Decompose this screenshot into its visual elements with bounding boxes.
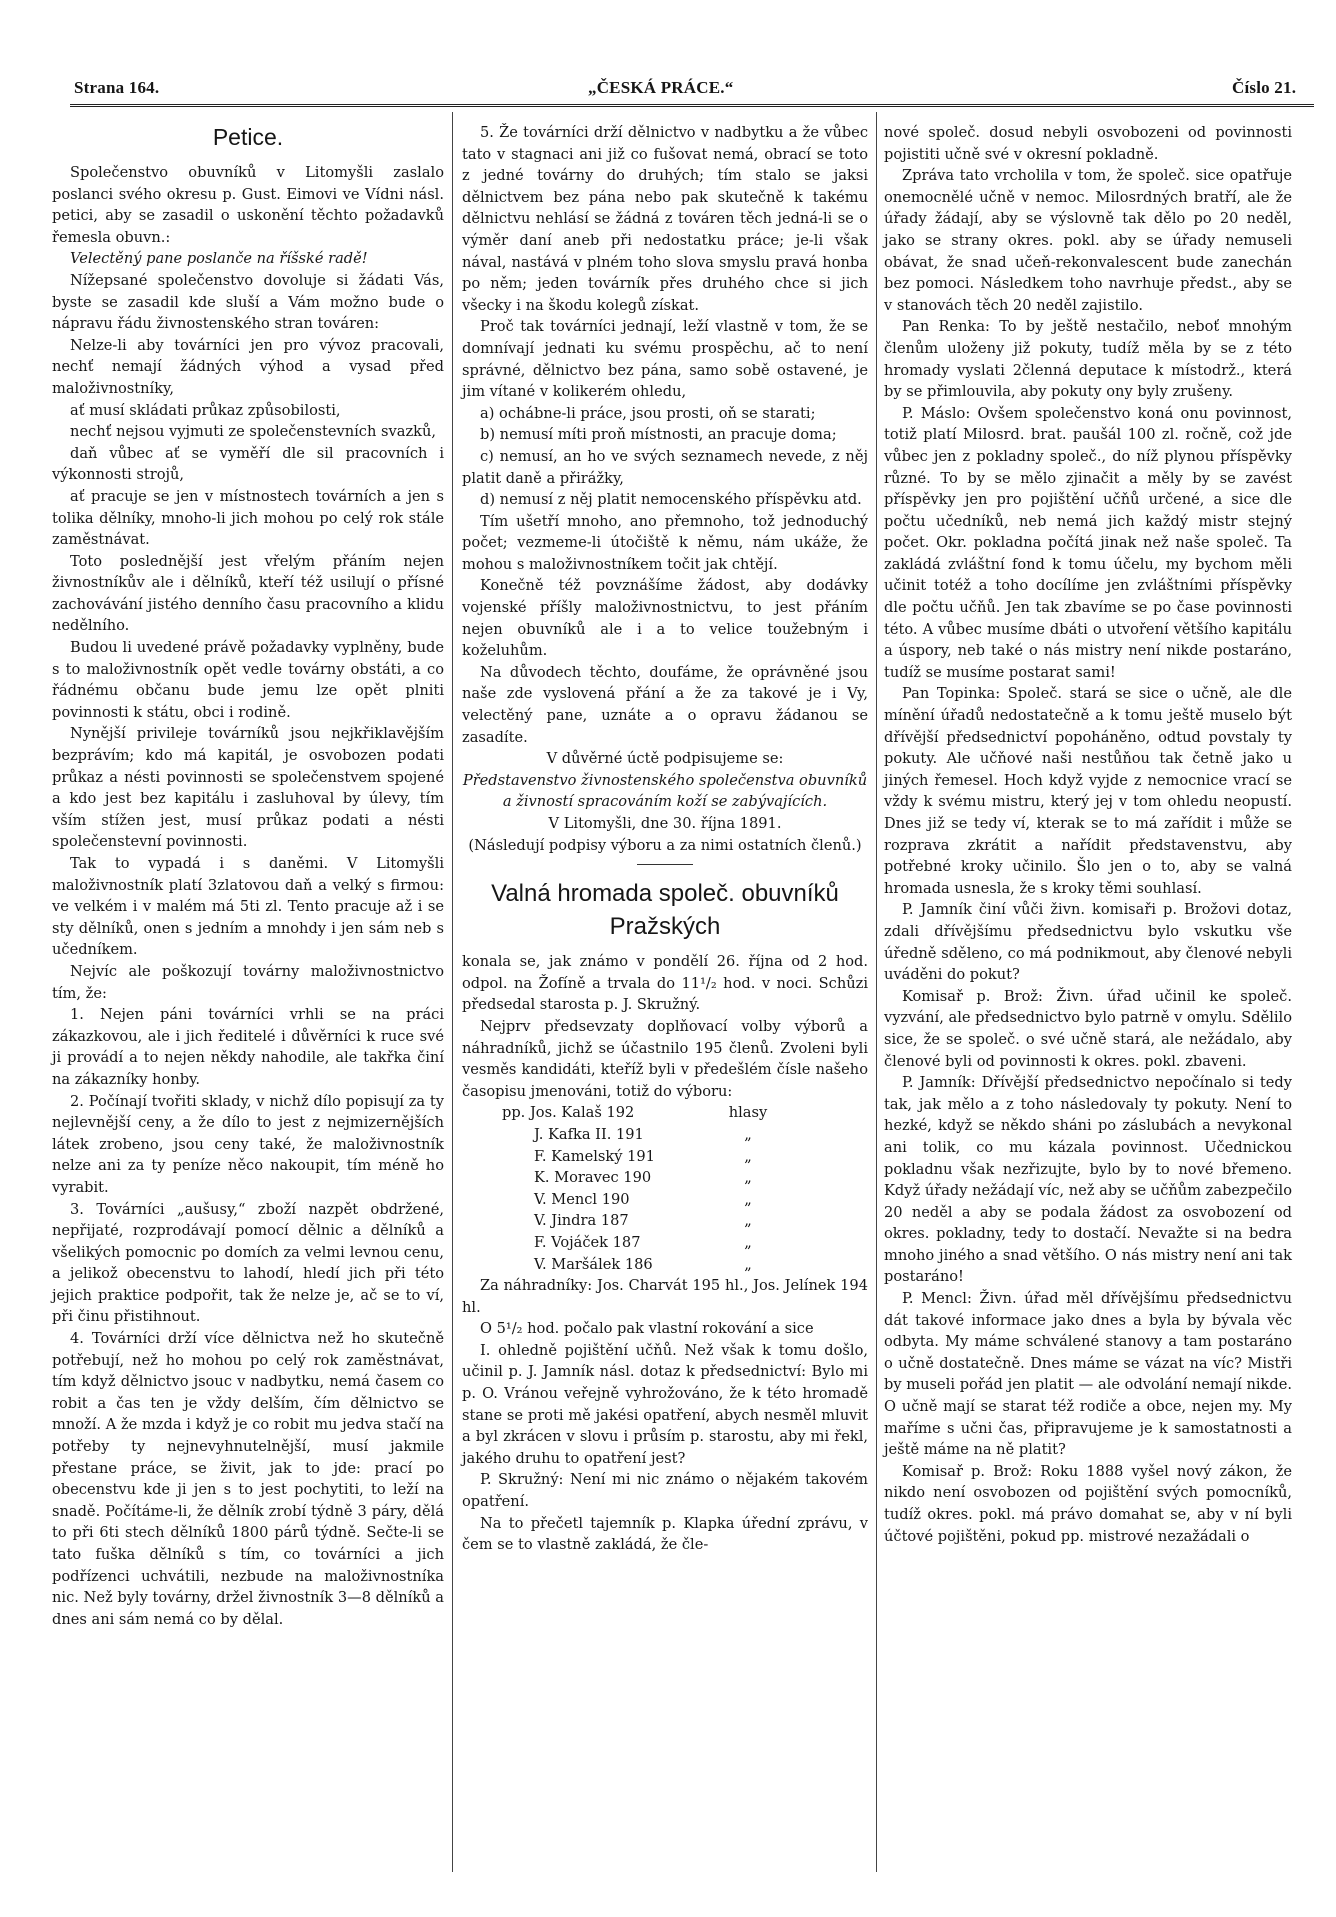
vote-unit: „ <box>744 1169 752 1187</box>
petice-date: V Litomyšli, dne 30. října 1891. <box>548 815 782 832</box>
valna-paragraph: P. Jamník: Dřívější předsednictvo nepočínalo si tedy tak, jak mělo a z toho následovaly ty pokuty. Není to hezké, když se někdo sháni po záslubách a nevykonal ani tolik, co mu kázala povinnost. Učednickou pokladnu však nezřizujte, bylo by to nové břemeno. Když úřady nežádají víc, než aby se učňům zabezpečilo 20 neděl a aby se podala žádost za osvobození od okres. pokladny, tedy to dostačí. Nevažte si na bedra mnoho jiného a snad většího. O nás mistry není ani tak postaráno! <box>884 1074 1293 1286</box>
vote-row <box>462 1102 868 1124</box>
valna-paragraph: P. Mencl: Živn. úřad měl dřívějšímu předsednictvu dát takové informace jako dnes a byla by bývala věc odbyta. My máme schválené stanovy a tam postaráno o učně dostatečně. Dnes máme se vázat na víc? Mistři by museli pořád jen platit — ale odvolání nemají nikde. O učně mají se starat též rodiče a obce, nejen my. My maříme s učni čas, připravujeme je k samostatnosti a ještě máme na ně platit? <box>884 1290 1292 1459</box>
vote-unit: „ <box>744 1190 752 1208</box>
petice-paragraph: 5. Že továrníci drží dělnictvo v nadbytku a že vůbec tato v stagnaci ani již co fušovat nemá, obrací se toto z jedné továrny do druhých; tím stalo se jaksi dělnictvem bez pána nebo pak skutečně k takému dělnictvu nehlásí se žádná z továren těch jedná-li se o výměr daní aneb při nedostatku práce; je-li však nával, nastává v plném toho slova smyslu pravá honba po něm; jeden továrník přes druhého chce si jich všecky i na škodu kolegů získat. <box>462 124 868 314</box>
header-rule <box>70 104 1314 110</box>
vote-unit: „ <box>744 1233 752 1251</box>
vote-name: V. Jindra 187 <box>534 1212 629 1230</box>
vote-unit: „ <box>744 1255 752 1273</box>
petice-closing: V důvěrné úctě podpisujeme se: <box>546 750 784 768</box>
petice-intro: Společenstvo obuvníků v Litomyšli zaslalo poslanci svého okresu p. Gust. Eimovi ve Vídni násl. petici, aby se zasadil o uskonění těchto požadavků řemesla obuvn.: <box>52 164 444 246</box>
petice-paragraph: Budou li uvedené právě požadavky vyplněny, bude s to maloživnostník opět vedle továrny obstáti, a co řádnému občanu bude jemu lze opět plniti povinnosti k státu, obci i rodině. <box>52 639 444 721</box>
valna-paragraph: konala se, jak známo v pondělí 26. října od 2 hod. odpol. na Žofíně a trvala do 11¹/₂ hod. v noci. Schůzi předsedal starosta p. J. Skružný. <box>462 953 868 1014</box>
petice-signatory: Představenstvo živnostenského společenstva obuvníků a živností spracováním koží se zabývajících. <box>462 771 868 811</box>
petice-paragraph: Toto poslednější jest vřelým přáním nejen živnostníkův ale i dělníků, kteří též usilují o přísné zachovávání jistého denního času pracovního a klidu nedělního. <box>52 552 444 635</box>
valna-paragraph: O 5¹/₂ hod. počalo pak vlastní rokování a sice <box>480 1320 814 1338</box>
column-1 <box>52 122 444 1630</box>
petice-paragraph: 3. Továrníci „aušusy,“ zboží nazpět obdržené, nepřijaté, rozprodávají pomocí dělnic a dělníků a všelikých pomocnic po domích za velmi levnou cenu, a jelikož obecenstvu to lahodí, hledí jich při této jejich praktice podpořit, tak že nelze je, ač se to ví, při činu přistihnout. <box>52 1200 444 1326</box>
petice-paragraph: ať pracuje se jen v místnostech továrních a jen s tolika dělníky, mnoho-li jich mohou po celý rok stále zaměstnávat. <box>52 487 444 549</box>
vote-name: J. Kafka II. 191 <box>534 1125 644 1143</box>
petice-paragraph: Nynější privileje továrníků jsou nejkřiklavějším bezprávím; kdo má kapitál, je osvobozen podati průkaz a nésti povinnosti se společenstvem spojené a kdo jest bez kapitálu i zasluhoval by úlevy, tím vším stížen jest, musí průkaz podati a nésti společenstevní povinnosti. <box>52 725 444 851</box>
page-number: Strana 164. <box>74 78 160 97</box>
vote-name: V. Maršálek 186 <box>534 1255 653 1273</box>
valna-paragraph: Na to přečetl tajemník p. Klapka úřední zprávu, v čem se to vlastně zakládá, že čle- <box>462 1514 868 1554</box>
section-title-petice: Petice. <box>212 124 284 150</box>
vote-name: F. Kamelský 191 <box>534 1147 655 1165</box>
section-title-valna-hromada: Valná hromada společ. obuvníků Pražských <box>491 880 839 941</box>
vote-name: F. Vojáček 187 <box>534 1233 641 1251</box>
valna-paragraph: Pan Topinka: Společ. stará se sice o učně, ale dle mínění úřadů nedostatečně a k tomu ještě muselo být dřívější předsednictví popoháněno, odtud povstaly ty pokuty. Ale učňové naši nestůňou tak četně jako u jiných řemesel. Hoch když vyjde z nemocnice vrací se vždy k svému mistru, který jej v tom ohledu neopustí. Dnes již se tedy ví, kterak se to má zařídit i může se rozprava zkrátit a nařídit představenstvu, aby potřebné kroky učinilo. Šlo jen o to, aby se valná hromada usnesla, že s kroky těmi souhlasí. <box>884 685 1292 897</box>
petice-paragraph: Nejvíc ale poškozují továrny maloživnostnictvo tím, že: <box>52 962 444 1002</box>
petice-paragraph: 4. Továrníci drží více dělnictva než ho skutečně potřebují, než ho mohou po celý rok zaměstnávat, tím když dělnictvo jsouc v nadbytku, nemá časem co robit a čas ten je vždy delším, čím dělnictvo se množí. A že mzda i když je co robit mu jedva stačí na potřeby ty nejnevyhnutelnější, musí jakmile přestane práce, se živit, jak to jde: prací po obecenstvu kde ji jen s to jest pochytiti, to leží na snadě. Počítáme-li, že dělník zrobí týdně 3 páry, dělá to při 6ti stech dělníků 1800 párů týdně. Sečte-li se tato fuška dělníků s tím, co továrníci a jich podřízenci uchvátili, nezbude na maloživnostníka nic. Než byly továrny, držel živnostník 3—8 dělníků a dnes ani sám nemá co by dělal. <box>52 1330 444 1628</box>
section-divider <box>637 864 693 865</box>
valna-paragraph: Pan Renka: To by ještě nestačilo, neboť mnohým členům uloženy již pokuty, tudíž měla by se z této hromady vyslati 2členná deputace k místodrž., která by se přimlouvila, aby pokuty ony byly zrušeny. <box>884 318 1292 401</box>
petice-paragraph: Tím ušetří mnoho, ano přemnoho, tož jednoduchý počet; vezmeme-li útočiště k němu, nám ukáže, že mohou s maloživnostníkem točit jak chtějí. <box>462 512 868 573</box>
petice-salutation: Velectěný pane poslanče na říšské radě! <box>70 250 368 268</box>
petice-list-item: a) ochábne-li práce, jsou prosti, oň se starati; <box>480 404 816 422</box>
column-2 <box>462 122 868 1556</box>
vote-unit: hlasy <box>728 1104 768 1122</box>
vote-unit: „ <box>744 1147 752 1165</box>
valna-paragraph: I. ohledně pojištění učňů. Než však k tomu došlo, učinil p. J. Jamník násl. dotaz k předsednictví: Bylo mi p. O. Vránou veřejně vyhrožováno, že k této hromadě stane se proti mě jakési opatření, abych nesměl mluvit a byl zkrácen v slovu i průsím p. starostu, aby mi řekl, jakého druhu to opatření jest? <box>462 1341 868 1467</box>
valna-paragraph: Za náhradníky: Jos. Charvát 195 hl., Jos. Jelínek 194 hl. <box>462 1277 868 1316</box>
column-3 <box>884 122 1292 1547</box>
issue-number: Číslo 21. <box>1232 78 1297 97</box>
vote-name: pp. Jos. Kalaš 192 <box>502 1104 635 1122</box>
petice-paragraph: nechť nejsou vyjmuti ze společenstevních svazků, <box>70 423 437 441</box>
petice-paragraph: Nížepsané společenstvo dovoluje si žádati Vás, byste se zasadil kde sluší a Vám možno bude o nápravu řádu živnostenského stran továren: <box>52 271 444 333</box>
valna-paragraph: Komisař p. Brož: Roku 1888 vyšel nový zákon, že nikdo není osvobozen od pojištění svých pomocníků, tudíž okres. pokl. má právo domahat se, aby v ní byli účtové pojištěni, pokud pp. mistrové nezažádali o <box>884 1462 1292 1545</box>
petice-paragraph: Na důvodech těchto, doufáme, že oprávněné jsou naše zde vyslovená přání a že za takové je i Vy, velectěný pane, uznáte a o opravu žádanou se zasadíte. <box>462 663 868 746</box>
petice-list-item: b) nemusí míti proň místnosti, an pracuje doma; <box>480 426 837 444</box>
column-separator-2 <box>876 112 877 1872</box>
vote-row <box>462 1146 868 1168</box>
petice-note: (Následují podpisy výboru a za nimi ostatních členů.) <box>468 836 862 854</box>
vote-table <box>462 1102 868 1275</box>
vote-name: V. Mencl 190 <box>534 1190 630 1208</box>
valna-paragraph: P. Máslo: Ovšem společenstvo koná onu povinnost, totiž platí Milosrd. brat. paušál 100 zl. ročně, což jde vůbec jen z pokladny společ., do níž plynou příspěvky různé. To by se mělo zjinačit a měly by se zavést příspěvky jen pro pojištění učňů určené, a sice dle počtu učedníků, neb nemá jich každý mistr stejný počet. Okr. pokladna počítá jinak než naše společ. Ta zakládá zvláštní fond k tomu účelu, my bychom měli učinit totéž a toho docílíme jen zvláštními příspěvky dle počtu učňů. Jen tak zbavíme se po čase povinnosti této. A vůbec musíme dbáti o utvoření většího kapitálu a úspory, neb také o nás mistry není nikde postaráno, tudíž se musíme postarat sami! <box>884 404 1292 681</box>
valna-paragraph: P. Jamník činí vůči živn. komisaři p. Brožovi dotaz, zdali dřívějšímu předsednictvu bylo vskutku vše úředně sděleno, co má podnikmout, aby členové nebyli uváděni do pokut? <box>884 901 1292 984</box>
vote-unit: „ <box>744 1212 752 1230</box>
valna-paragraph: P. Skružný: Není mi nic známo o nějakém takovém opatření. <box>462 1471 868 1511</box>
vote-name: K. Moravec 190 <box>534 1169 652 1187</box>
valna-paragraph: Nejprv předsevzaty doplňovací volby výborů a náhradníků, jichž se účastnilo 195 členů. Zvoleni byli vesměs kandidáti, kteříž byli v předešlém čísle našeho časopisu jmenováni, totiž do výboru: <box>462 1017 868 1100</box>
vote-row <box>462 1232 868 1254</box>
petice-paragraph: 2. Počínají tvořiti sklady, v nichž dílo popisují za ty nejlevnější ceny, a že dílo to jest z nejmizernějších látek zrobeno, jsou ceny také, že maloživnostník nelze ani za ty peníze něco nakoupit, tím méně ho vyrabit. <box>52 1092 444 1196</box>
vote-row <box>462 1210 868 1232</box>
vote-row <box>462 1167 868 1189</box>
column-separator-1 <box>452 112 453 1872</box>
petice-list-item: c) nemusí, an ho ve svých seznamech nevede, z něj platit daně a přirážky, <box>462 447 868 487</box>
petice-paragraph: 1. Nejen páni továrníci vrhli se na práci zákazkovou, ale i jich ředitelé i důvěrníci k ruce své ji provádí a to nejen někdy nahodile, ale takřka činí na zákazníky honby. <box>52 1006 444 1088</box>
masthead: „ČESKÁ PRÁCE.“ <box>588 78 734 97</box>
valna-paragraph: Zpráva tato vrcholila v tom, že společ. sice opatřuje onemocnělé učně v nemoc. Milosrdných bratří, ale že úřady žádají, aby se výslovně tak dělo po 20 neděl, jako se strany okres. pokl. aby se úřady nemuseli obávat, že snad učeň-rekonvalescent bude zanechán bez pomoci. Následkem toho navrhuje předst., aby se v stanovách těch 20 neděl zajistilo. <box>884 167 1292 314</box>
vote-unit: „ <box>744 1125 752 1143</box>
vote-row <box>462 1254 868 1276</box>
petice-list-item: d) nemusí z něj platit nemocenského příspěvku atd. <box>480 491 862 509</box>
valna-paragraph: nové společ. dosud nebyli osvobozeni od povinnosti pojistiti učně své v okresní pokladně. <box>884 124 1292 163</box>
petice-paragraph: Tak to vypadá i s daněmi. V Litomyšli maloživnostník platí 3zlatovou daň a velký s firmou: ve velkém i v malém má 5ti zl. Tento pracuje až i se sty dělníků, onen s jedním a mnohdy i jen sám neb s učedníkem. <box>52 855 444 959</box>
petice-paragraph: Nelze-li aby továrníci jen pro vývoz pracovali, nechť nemají žádných výhod a vysad před maloživnostníky, <box>52 336 444 397</box>
valna-paragraph: Komisař p. Brož: Živn. úřad učinil ke společ. vyzvání, ale předsednictvo bylo patrně v omylu. Sdělilo sice, že se společ. o své učně stará, ale nežádalo, aby členové byli od povinnosti k okres. pokl. zbaveni. <box>884 987 1292 1070</box>
petice-paragraph: ať musí skládati průkaz způsobilosti, <box>70 401 341 419</box>
petice-paragraph: daň vůbec ať se vyměří dle sil pracovních i výkonnosti strojů, <box>52 444 444 484</box>
petice-paragraph: Konečně též povznášíme žádost, aby dodávky vojenské příšly maloživnostnictvu, to jest přáním nejen obuvníků ale i a to velice toužebným i koželuhům. <box>462 577 868 660</box>
vote-row <box>462 1124 868 1146</box>
vote-row <box>462 1189 868 1211</box>
petice-paragraph: Proč tak továrníci jednají, leží vlastně v tom, že se domnívají jednati ku svému prospěchu, ač to není správné, dělnictvo bez pána, samo sobě ostavené, je jim vítané v kolikerém ohledu, <box>462 318 868 401</box>
